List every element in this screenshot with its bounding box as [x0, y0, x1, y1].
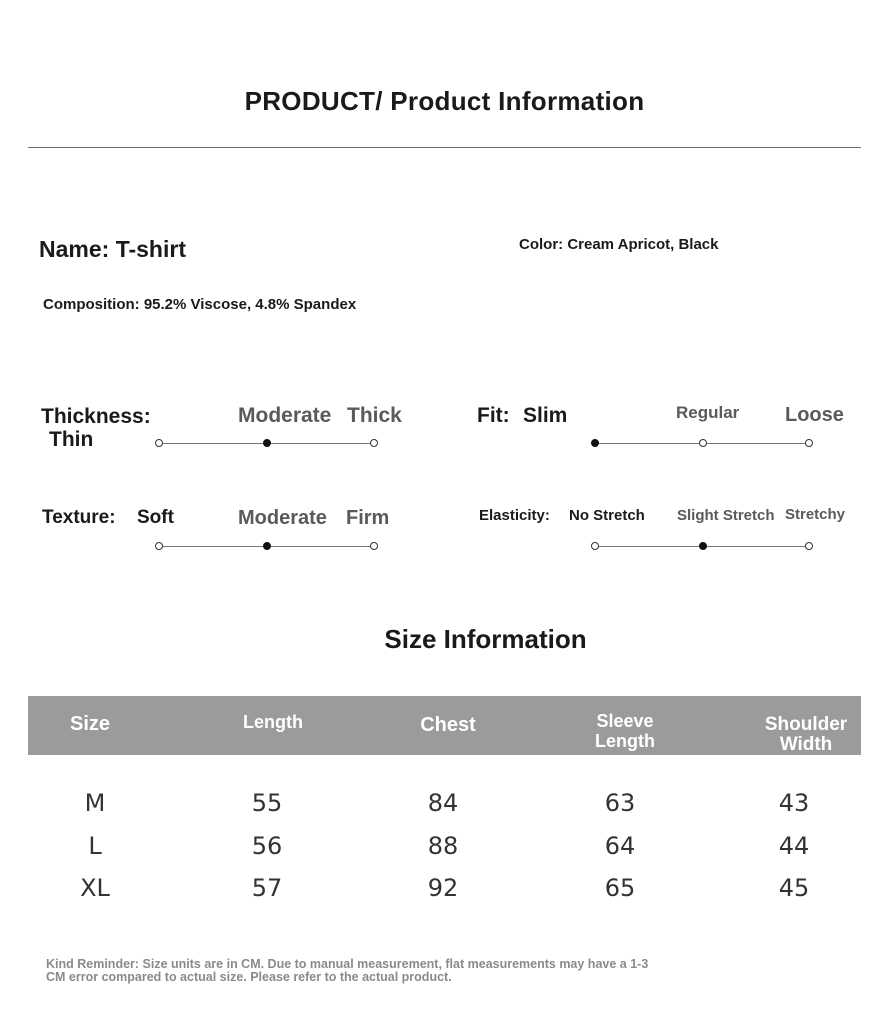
texture-label: Texture:: [42, 507, 116, 528]
elasticity-label: Elasticity:: [479, 507, 550, 524]
thickness-dot-3: [370, 439, 378, 447]
product-color: Color: Cream Apricot, Black: [519, 236, 719, 253]
cell-sleeve-length: 63: [604, 789, 636, 817]
cell-length: 55: [251, 789, 283, 817]
title-divider: [28, 147, 861, 148]
size-reminder-note: Kind Reminder: Size units are in CM. Due to manual measurement, flat measurements may have a 1-3 CM error compared to actual size. Please refer to the actual product.: [46, 957, 649, 984]
table-row: [0, 789, 889, 829]
thickness-dot-2: [263, 439, 271, 447]
thickness-level-3: Thick: [347, 404, 402, 427]
product-composition: Composition: 95.2% Viscose, 4.8% Spandex: [43, 296, 357, 313]
cell-shoulder-width: 45: [778, 874, 810, 902]
page-title: PRODUCT/ Product Information: [244, 86, 645, 116]
size-table-header: [28, 696, 861, 755]
header-shoulder-width: Shoulder Width: [764, 714, 848, 755]
product-name: Name: T-shirt: [39, 236, 186, 262]
cell-chest: 92: [427, 874, 459, 902]
fit-dot-1: [591, 439, 599, 447]
cell-size: M: [84, 789, 106, 817]
cell-size: L: [88, 832, 102, 860]
elasticity-dot-1: [591, 542, 599, 550]
fit-dot-3: [805, 439, 813, 447]
cell-size: XL: [80, 874, 110, 902]
fit-dot-2: [699, 439, 707, 447]
elasticity-level-1: No Stretch: [569, 507, 645, 524]
elasticity-level-3: Stretchy: [785, 506, 846, 523]
header-chest: Chest: [420, 714, 476, 736]
fit-level-3: Loose: [785, 404, 844, 426]
texture-dot-3: [370, 542, 378, 550]
elasticity-dot-3: [805, 542, 813, 550]
thickness-label: Thickness:: [41, 405, 151, 428]
table-row: [0, 832, 889, 872]
cell-length: 56: [251, 832, 283, 860]
elasticity-dot-2: [699, 542, 707, 550]
cell-chest: 88: [427, 832, 459, 860]
cell-length: 57: [251, 874, 283, 902]
header-size: Size: [69, 713, 111, 735]
size-section-title: Size Information: [384, 624, 587, 654]
cell-shoulder-width: 43: [778, 789, 810, 817]
cell-sleeve-length: 65: [604, 874, 636, 902]
texture-dot-2: [263, 542, 271, 550]
cell-shoulder-width: 44: [778, 832, 810, 860]
texture-level-3: Firm: [346, 507, 390, 529]
texture-level-1: Soft: [137, 507, 174, 528]
header-length: Length: [243, 712, 303, 732]
texture-level-2: Moderate: [238, 507, 327, 529]
thickness-level-2: Moderate: [238, 404, 332, 427]
fit-level-1: Slim: [523, 404, 568, 427]
cell-sleeve-length: 64: [604, 832, 636, 860]
thickness-level-1: Thin: [49, 428, 94, 451]
fit-level-2: Regular: [676, 403, 740, 422]
fit-label: Fit:: [477, 404, 510, 427]
header-sleeve-length: Sleeve Length: [595, 711, 655, 751]
table-row: [0, 874, 889, 914]
thickness-dot-1: [155, 439, 163, 447]
elasticity-level-2: Slight Stretch: [677, 507, 775, 524]
texture-dot-1: [155, 542, 163, 550]
cell-chest: 84: [427, 789, 459, 817]
